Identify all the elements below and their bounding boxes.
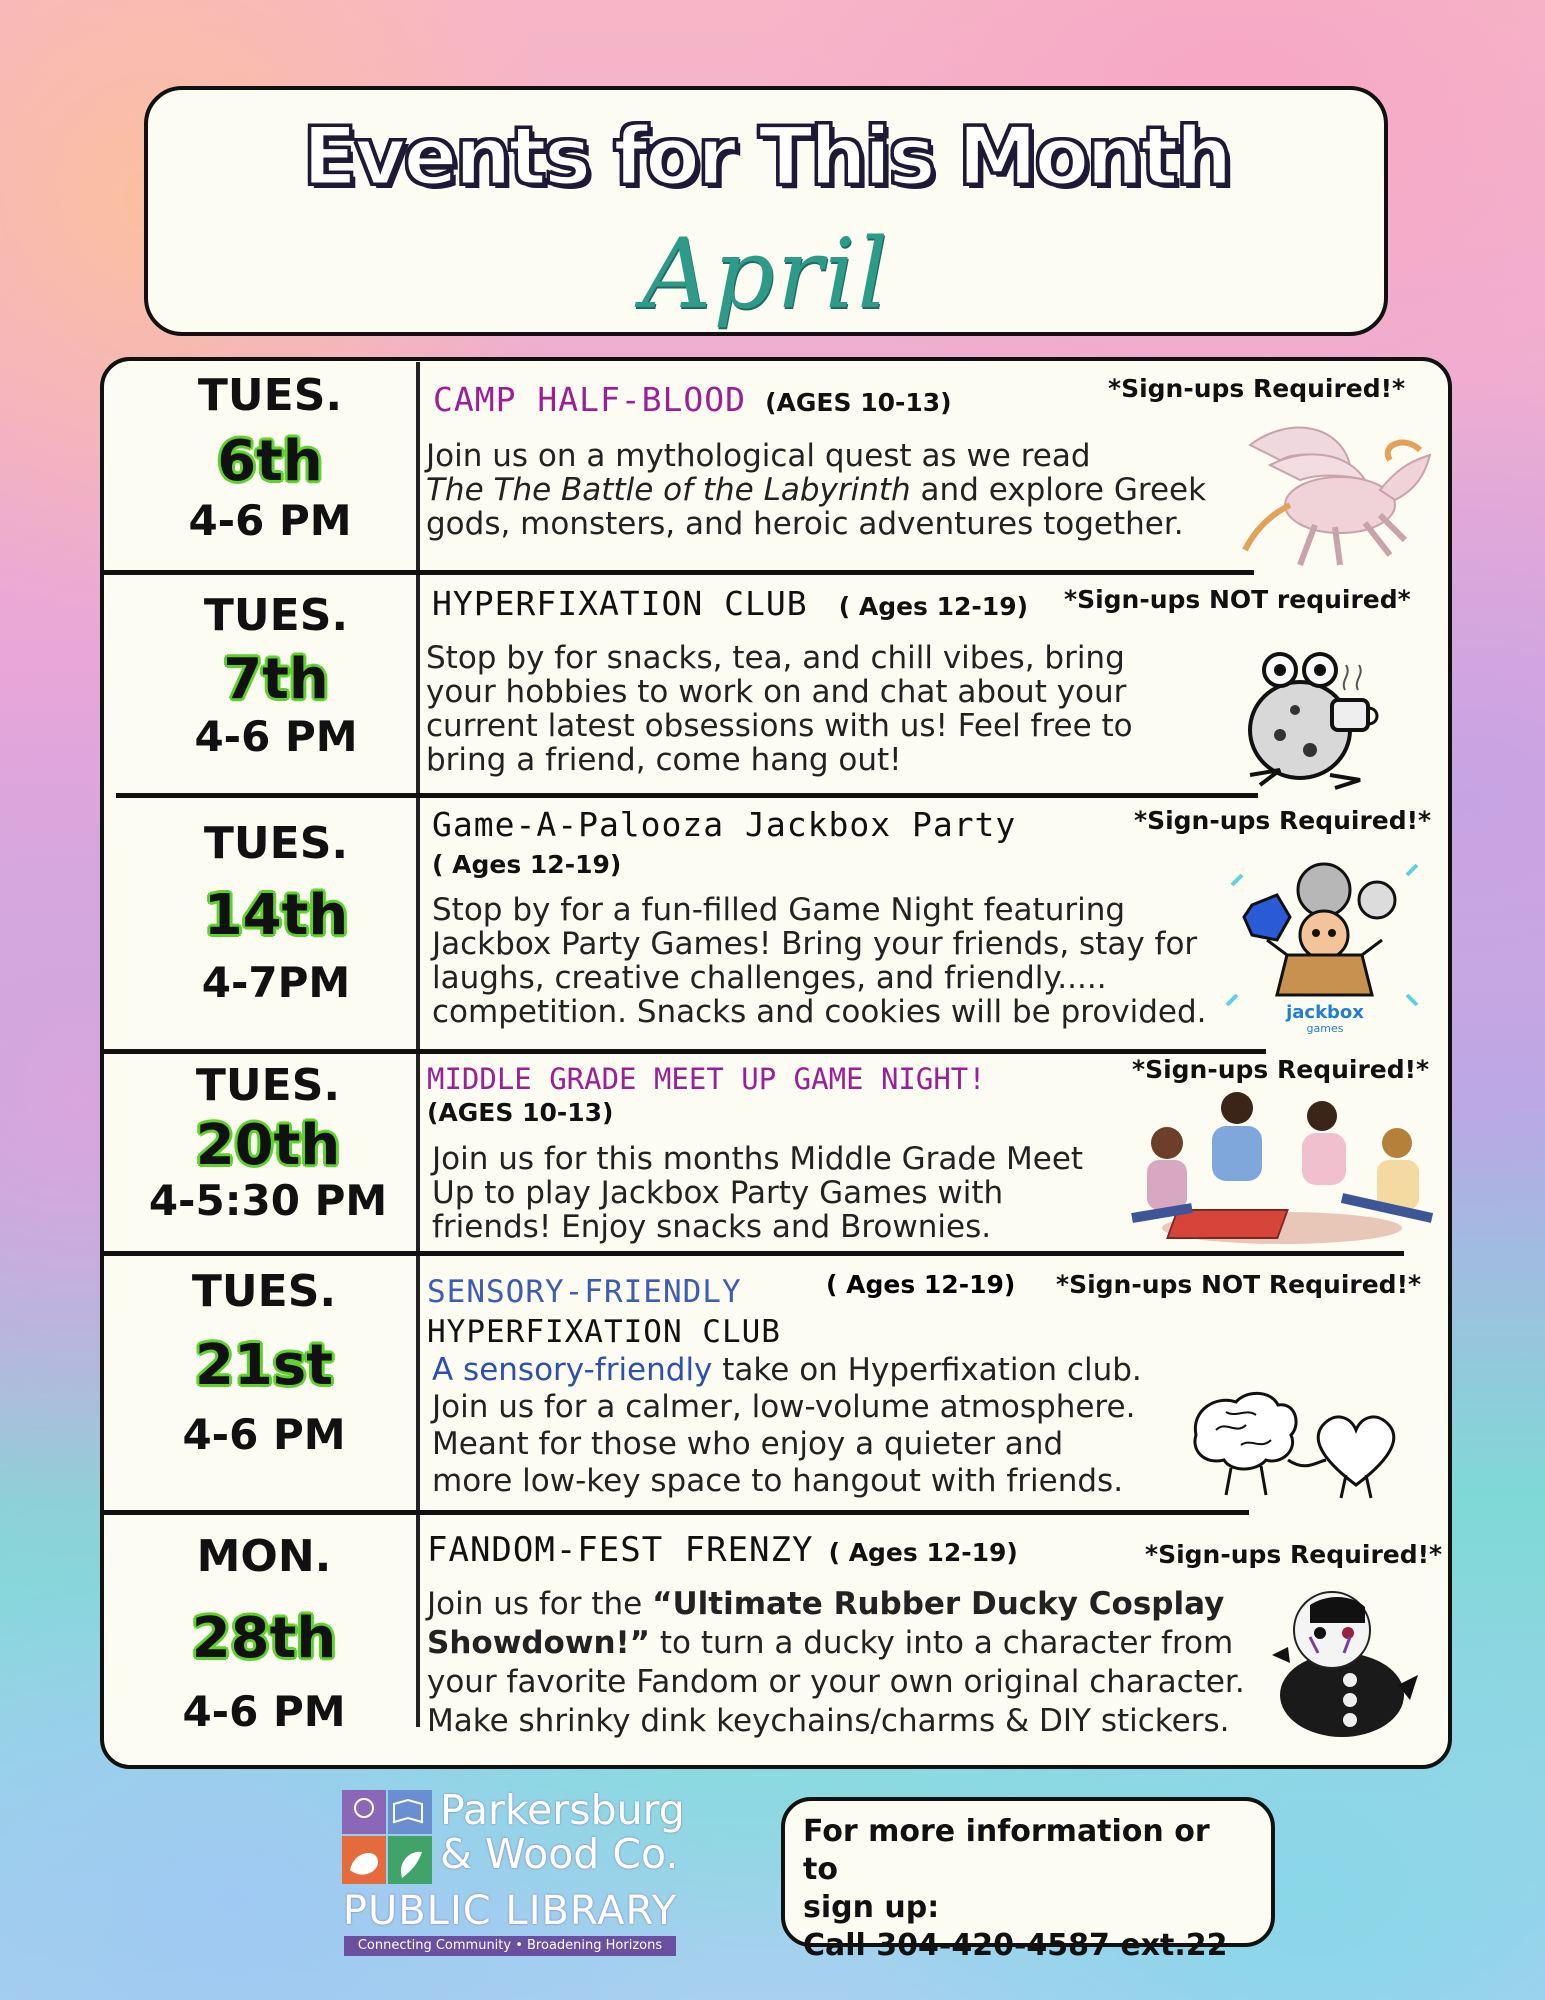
library-logo	[340, 1786, 685, 1958]
event-title-row	[427, 1530, 1018, 1570]
event-title: FANDOM-FEST FRENZY	[427, 1530, 814, 1570]
event-description: Stop by for a fun-filled Game Night featuring Jackbox Party Games! Bring your friends, stay for laughs, creative challenges, and friendly..... competition. Snacks and cookies will be provided.	[432, 892, 1207, 1030]
signup-note: *Sign-ups NOT Required!*	[1056, 1270, 1422, 1299]
event-date-cell	[114, 1531, 414, 1736]
signup-note: *Sign-ups Required!*	[1108, 374, 1406, 403]
event-title-row	[432, 805, 1016, 879]
event-title: MIDDLE GRADE MEET UP GAME NIGHT!	[427, 1062, 986, 1096]
event-date-cell	[126, 818, 426, 1007]
row-divider	[116, 793, 1258, 798]
event-title-row	[427, 1062, 986, 1127]
event-ages: (AGES 10-13)	[427, 1098, 614, 1127]
brain-and-heart-icon	[1186, 1390, 1406, 1500]
event-title: HYPERFIXATION CLUB	[432, 584, 808, 623]
event-time: 4-6 PM	[188, 496, 352, 545]
row-divider	[104, 1049, 1266, 1054]
contact-info-line: sign up:	[803, 1890, 940, 1925]
row-divider	[104, 1251, 1404, 1256]
event-date: 20th	[195, 1113, 341, 1178]
event-ages: ( Ages 12-19)	[826, 1270, 1016, 1299]
contact-info-box	[781, 1797, 1275, 1963]
day-of-week: TUES.	[203, 590, 349, 641]
event-title: SENSORY-FRIENDLY	[427, 1274, 742, 1310]
library-logo-icon	[342, 1790, 434, 1886]
event-ages: ( Ages 12-19)	[838, 592, 1029, 621]
jackbox-logo-subtext: games	[1306, 1022, 1344, 1035]
jackbox-logo-text: jackbox	[1286, 1002, 1364, 1023]
event-date: 14th	[203, 883, 349, 948]
library-name-line-3: PUBLIC LIBRARY	[342, 1888, 678, 1934]
event-date-cell	[126, 590, 426, 761]
day-of-week: TUES.	[191, 1266, 337, 1317]
pegasus-icon	[1230, 405, 1440, 570]
day-of-week: TUES.	[195, 1060, 341, 1111]
event-title: Game-A-Palooza Jackbox Party	[432, 805, 1017, 844]
jackbox-games-icon	[1222, 845, 1422, 1040]
signup-note: *Sign-ups Required!*	[1132, 1055, 1430, 1084]
event-title: CAMP HALF-BLOOD	[433, 380, 747, 419]
event-description: Stop by for snacks, tea, and chill vibes, bring your hobbies to work on and chat about your current latest obsessions with us! Feel free to bring a friend, come hang out!	[426, 640, 1133, 778]
event-time: 4-6 PM	[182, 1687, 346, 1736]
library-name: Parkersburg & Wood Co.	[440, 1786, 685, 1878]
event-description: Join us on a mythological quest as we read The The Battle of the Labyrinth and explore Greek gods, monsters, and heroic adventures together.	[426, 438, 1207, 542]
event-date: 6th	[217, 429, 323, 494]
signup-note: *Sign-ups Required!*	[1134, 806, 1432, 835]
event-title-row	[433, 380, 952, 419]
event-title-row	[432, 584, 1028, 623]
event-ages: (AGES 10-13)	[765, 388, 952, 417]
event-date-cell	[114, 1266, 414, 1459]
event-date: 21st	[194, 1333, 334, 1398]
signup-note: *Sign-ups Required!*	[1145, 1540, 1443, 1569]
event-time: 4-6 PM	[194, 712, 358, 761]
contact-info-line: For more information or to	[803, 1814, 1210, 1887]
event-ages: ( Ages 12-19)	[828, 1538, 1018, 1567]
event-time: 4-6 PM	[182, 1410, 346, 1459]
day-of-week: MON.	[196, 1531, 332, 1582]
friends-playing-game-icon	[1112, 1088, 1442, 1248]
event-time: 4-5:30 PM	[148, 1176, 388, 1225]
day-of-week: TUES.	[197, 370, 343, 421]
event-description: A sensory-friendly take on Hyperfixation club. Join us for a calmer, low-volume atmosphere. Meant for those who enjoy a quieter and more low-key space to hangout with friends.	[432, 1352, 1142, 1499]
day-of-week: TUES.	[203, 818, 349, 869]
header-banner	[144, 86, 1388, 336]
event-time: 4-7PM	[201, 958, 351, 1007]
row-divider	[104, 570, 1254, 575]
rubber-duck-cosplay-icon	[1270, 1575, 1420, 1740]
library-tagline: Connecting Community • Broadening Horizons	[344, 1936, 676, 1956]
event-ages: ( Ages 12-19)	[432, 850, 622, 879]
event-date: 28th	[191, 1606, 337, 1671]
event-title-line-2: HYPERFIXATION CLUB	[427, 1314, 781, 1350]
event-description: Join us for the “Ultimate Rubber Ducky Cosplay Showdown!” to turn a ducky into a character from your favorite Fandom or your own original character. Make shrinky dink keychains/charms & DIY stickers.	[427, 1586, 1245, 1739]
signup-note: *Sign-ups NOT required*	[1064, 585, 1411, 614]
column-divider	[416, 362, 420, 1727]
page-title: Events for This Month	[302, 110, 1230, 203]
month-title: April	[641, 218, 891, 330]
row-divider	[104, 1510, 1249, 1515]
event-date: 7th	[223, 647, 329, 712]
contact-phone: Call 304-420-4587 ext.22	[803, 1928, 1228, 1963]
frog-with-tea-icon	[1240, 640, 1390, 790]
event-date-cell	[118, 1060, 418, 1225]
event-title-row	[427, 1274, 781, 1350]
event-date-cell	[120, 370, 420, 545]
event-description: Join us for this months Middle Grade Meet Up to play Jackbox Party Games with friends! Enjoy snacks and Brownies.	[432, 1141, 1084, 1245]
